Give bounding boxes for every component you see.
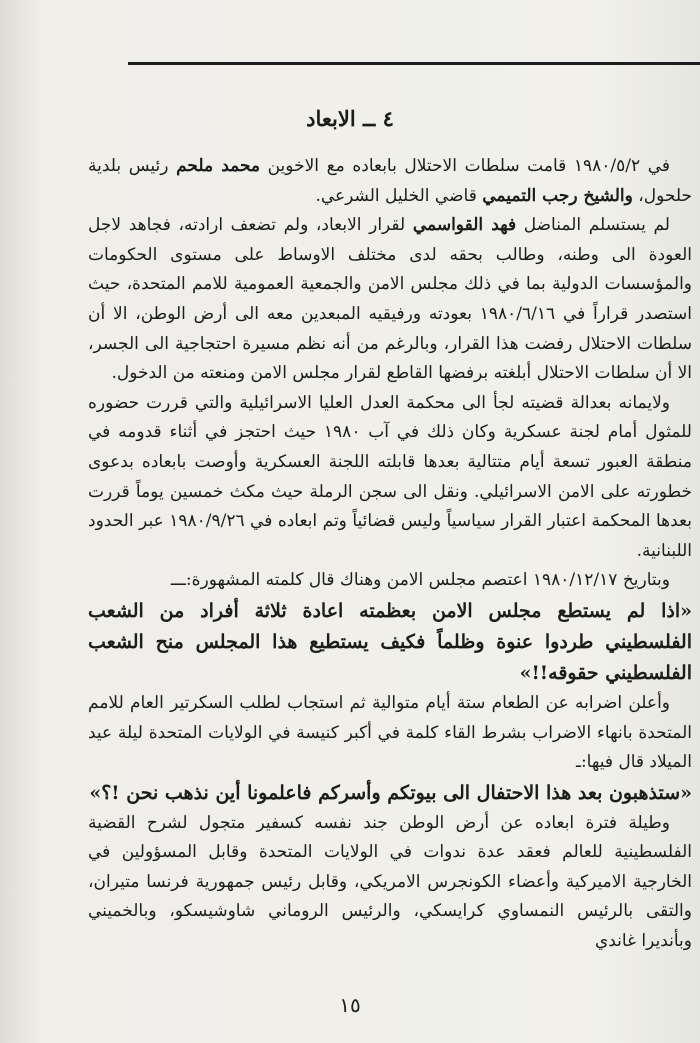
- body-text: [88, 152, 692, 957]
- section-heading: ٤ ــ الابعاد: [306, 106, 394, 131]
- name-rajab-tamimi: والشيخ رجب التميمي: [482, 185, 633, 206]
- paragraph-ambassador: وطيلة فترة ابعاده عن أرض الوطن جند نفسه كسفير متجول لشرح القضية الفلسطينية للعالم فعقد عدة ندوات في الولايات المتحدة وقابل المسؤولين في الخارجية الاميركية وأعضاء الكونجرس الامريكي، وقابل رئيس جمهورية فرنسا متيران، والتقى بالرئيس النمساوي كرايسكي، والرئيس الروماني شاوشيسكو، وبالخميني وبأنديرا غاندي: [88, 812, 692, 952]
- page-number: ١٥: [339, 993, 361, 1017]
- top-rule: [128, 62, 700, 65]
- name-fahd-qawasmi: فهد القواسمي: [412, 215, 517, 236]
- quote-christmas-speech: «ستذهبون بعد هذا الاحتفال الى بيوتكم وأسركم فاعلمونا أين نذهب نحن !؟»: [89, 781, 692, 804]
- quote-security-council: «اذا لم يستطع مجلس الامن بعظمته اعادة ثلاثة أفراد من الشعب الفلسطيني طردوا عنوة وظلماً فكيف يستطيع هذا المجلس منح الشعب الفلسطيني حقوقه!!»: [88, 599, 692, 684]
- paragraph-struggle: لم يستسلم المناضل فهد القواسمي لقرار الابعاد، ولم تضعف ارادته، فجاهد لاجل العودة الى وطنه، وطالب بحقه لدى مختلف الاوساط على مستوى الحكومات والمؤسسات الدولية بما في ذلك مجلس الامن والجمعية العمومية للامم المتحدة، حيث استصدر قراراً في ١٩٨٠/٦/١٦ بعودته ورفيقيه المبعدين معه الى أرض الوطن، الا أن سلطات الاحتلال رفضت هذا القرار، وبالرغم من أنه نظم مسيرة احتجاجية الى الجسر، الا أن سلطات الاحتلال أبلغته برفضها القاطع لقرار مجلس الامن ومنعته من الدخول.: [88, 215, 692, 384]
- paragraph-sit-in: وبتاريخ ١٩٨٠/١٢/١٧ اعتصم مجلس الامن وهناك قال كلمته المشهورة:ـــ: [170, 570, 670, 591]
- paragraph-court: ولايمانه بعدالة قضيته لجأ الى محكمة العدل العليا الاسرائيلية والتي قررت حضوره للمثول أمام لجنة عسكرية وكان ذلك في آب ١٩٨٠ حيث احتجز في أثناء قدومه في منطقة العبور تسعة أيام متتالية بعدها قابلته اللجنة العسكرية وأوصت بابعاده بدعوى خطورته على الامن الاسرائيلي. ونقل الى سجن الرملة حيث مكث خمسين يوماً قررت بعدها المحكمة اعتبار القرار سياسياً وليس قضائياً وتم ابعاده في ١٩٨٠/٩/٢٦ عبر الحدود اللبنانية.: [88, 392, 692, 561]
- name-mohammad-milhem: محمد ملحم: [176, 156, 261, 176]
- paragraph-deportation: في ١٩٨٠/٥/٢ قامت سلطات الاحتلال بابعاده مع الاخوين محمد ملحم رئيس بلدية حلحول، والشيخ رجب التميمي قاضي الخليل الشرعي.: [88, 156, 692, 206]
- paragraph-hunger-strike: وأعلن اضرابه عن الطعام ستة أيام متوالية ثم استجاب لطلب السكرتير العام للامم المتحدة بانهاء الاضراب بشرط القاء كلمة في أكبر كنيسة في الولايات المتحدة ليلة عيد الميلاد قال فيها:ـ: [88, 692, 692, 773]
